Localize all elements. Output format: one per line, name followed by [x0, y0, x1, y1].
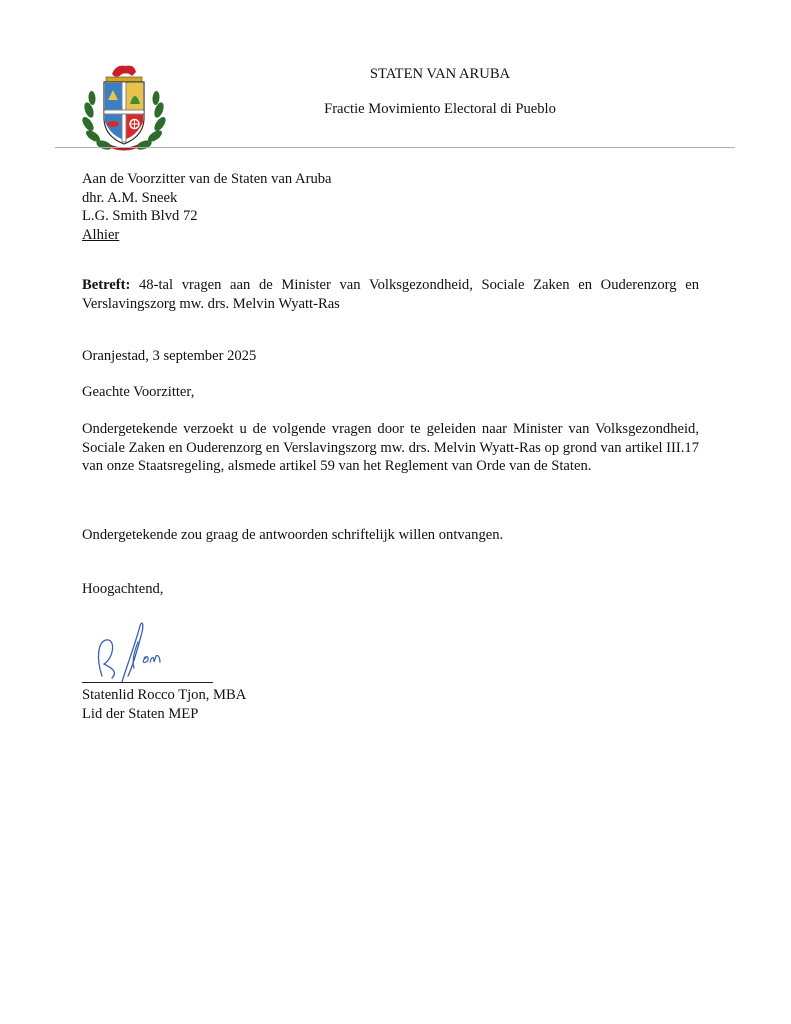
closing-phrase: Hoogachtend, [82, 581, 164, 597]
body-paragraph: Ondergetekende verzoekt u de volgende vragen door te geleiden naar Minister van Volksgezondheid, Sociale Zaken en Ouderenzorg en Verslavingszorg mw. drs. Melvin Wyatt-Ras op grond van artikel III.17 van onze Staatsregeling, alsmede artikel 59 van het Reglement van Orde van de Staten. [82, 421, 699, 474]
header-divider [55, 147, 735, 148]
signatory-name: Statenlid Rocco Tjon, MBA [82, 687, 247, 703]
subject-text: 48-tal vragen aan de Minister van Volksgezondheid, Sociale Zaken en Ouderenzorg en Verslavingszorg mw. drs. Melvin Wyatt-Ras [82, 277, 699, 312]
request-paragraph: Ondergetekende zou graag de antwoorden schriftelijk willen ontvangen. [82, 527, 504, 543]
letter-date: Oranjestad, 3 september 2025 [82, 348, 257, 364]
salutation: Geachte Voorzitter, [82, 384, 195, 400]
coat-of-arms-logo [80, 60, 168, 152]
signatory-role: Lid der Staten MEP [82, 705, 199, 722]
handwritten-signature [88, 618, 178, 684]
organization-name: STATEN VAN ARUBA [369, 66, 511, 82]
signatory-block [82, 686, 699, 723]
addressee-location: Alhier [82, 226, 120, 243]
addressee-line: Aan de Voorzitter van de Staten van Aruba [82, 171, 332, 187]
addressee-line: dhr. A.M. Sneek [82, 189, 178, 206]
subject-block [82, 276, 699, 313]
addressee-block [82, 170, 699, 244]
subject-label: Betreft: [82, 277, 131, 293]
addressee-line: L.G. Smith Blvd 72 [82, 208, 198, 224]
signature-line [82, 682, 213, 683]
fraction-name: Fractie Movimiento Electoral di Pueblo [324, 101, 556, 117]
